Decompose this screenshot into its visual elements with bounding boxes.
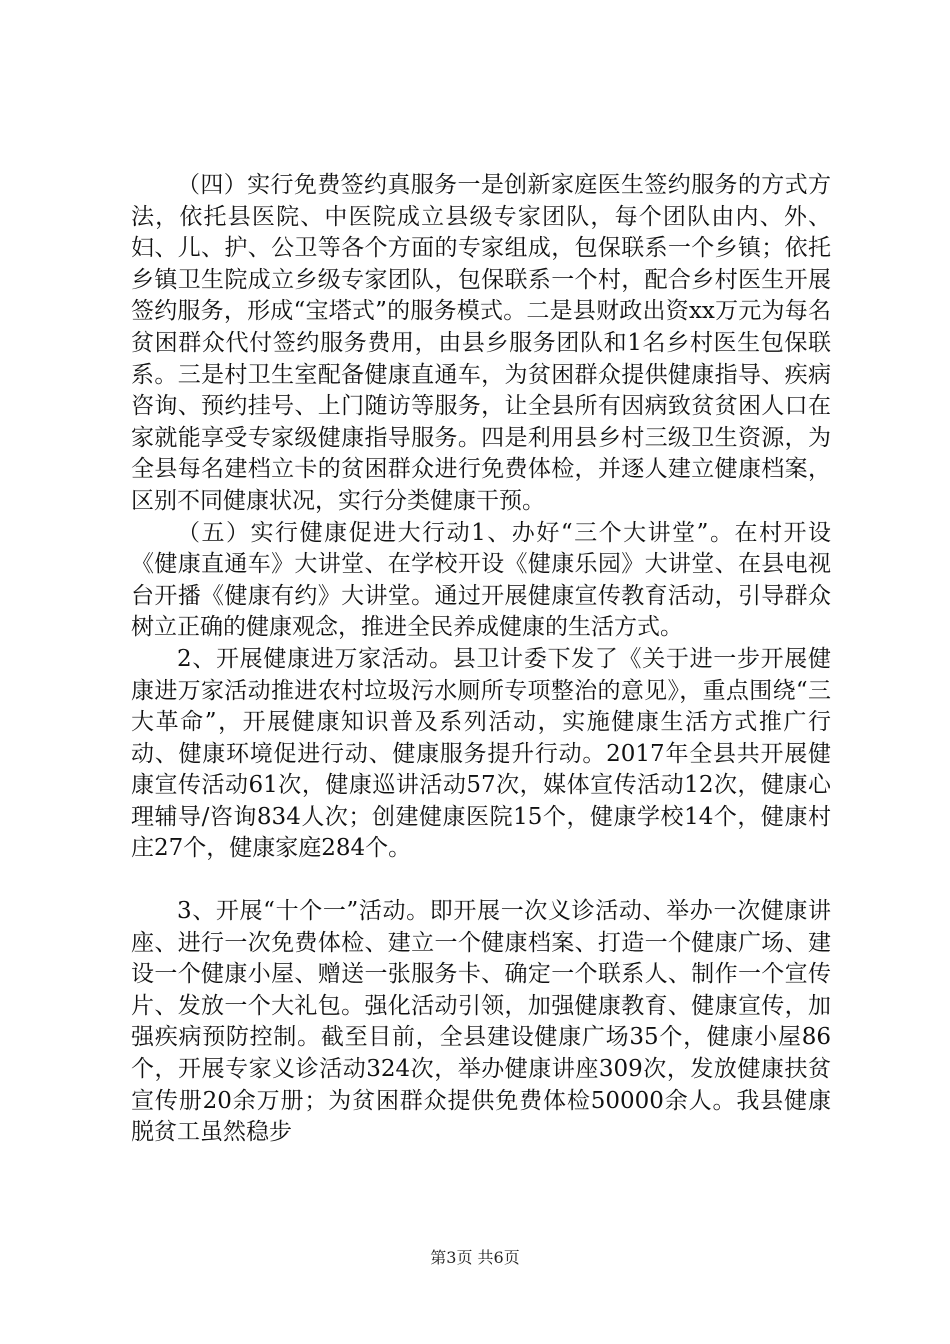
paragraph-section-five: （五）实行健康促进大行动1、办好“三个大讲堂”。在村开设《健康直通车》大讲堂、在学校开设《健康乐园》大讲堂、在县电视台开播《健康有约》大讲堂。通过开展健康宣传教育活动，引导群众树立正确的健康观念，推进全民养成健康的生活方式。	[131, 519, 831, 641]
paragraph-item-three: 3、开展“十个一”活动。即开展一次义诊活动、举办一次健康讲座、进行一次免费体检、建立一个健康档案、打造一个健康广场、建设一个健康小屋、赠送一张服务卡、确定一个联系人、制作一个宣传片、发放一个大礼包。强化活动引领，加强健康教育、健康宣传，加强疾病预防控制。截至目前，全县建设健康广场35个，健康小屋86个，开展专家义诊活动324次，举办健康讲座309次，发放健康扶贫宣传册20余万册；为贫困群众提供免费体检50000余人。我县健康脱贫工虽然稳步	[131, 898, 831, 1146]
paragraph-section-four: （四）实行免费签约真服务一是创新家庭医生签约服务的方式方法，依托县医院、中医院成立县级专家团队，每个团队由内、外、妇、儿、护、公卫等各个方面的专家组成，包保联系一个乡镇；依托乡镇卫生院成立乡级专家团队，包保联系一个村，配合乡村医生开展签约服务，形成“宝塔式”的服务模式。二是县财政出资xx万元为每名贫困群众代付签约服务费用，由县乡服务团队和1名乡村医生包保联系。三是村卫生室配备健康直通车，为贫困群众提供健康指导、疾病咨询、预约挂号、上门随访等服务，让全县所有因病致贫贫困人口在家就能享受专家级健康指导服务。四是利用县乡村三级卫生资源，为全县每名建档立卡的贫困群众进行免费体检，并逐人建立健康档案，区别不同健康状况，实行分类健康干预。	[131, 172, 831, 514]
document-body	[131, 170, 831, 1149]
paragraph-gap	[131, 865, 831, 896]
paragraph-item-two: 2、开展健康进万家活动。县卫计委下发了《关于进一步开展健康进万家活动推进农村垃圾污水厕所专项整治的意见》，重点围绕“三大革命”，开展健康知识普及系列活动，实施健康生活方式推广行动、健康环境促进行动、健康服务提升行动。2017年全县共开展健康宣传活动61次，健康巡讲活动57次，媒体宣传活动12次，健康心理辅导/咨询834人次；创建健康医院15个，健康学校14个，健康村庄27个，健康家庭284个。	[131, 645, 831, 862]
page-number-footer: 第3页 共6页	[430, 1248, 520, 1267]
